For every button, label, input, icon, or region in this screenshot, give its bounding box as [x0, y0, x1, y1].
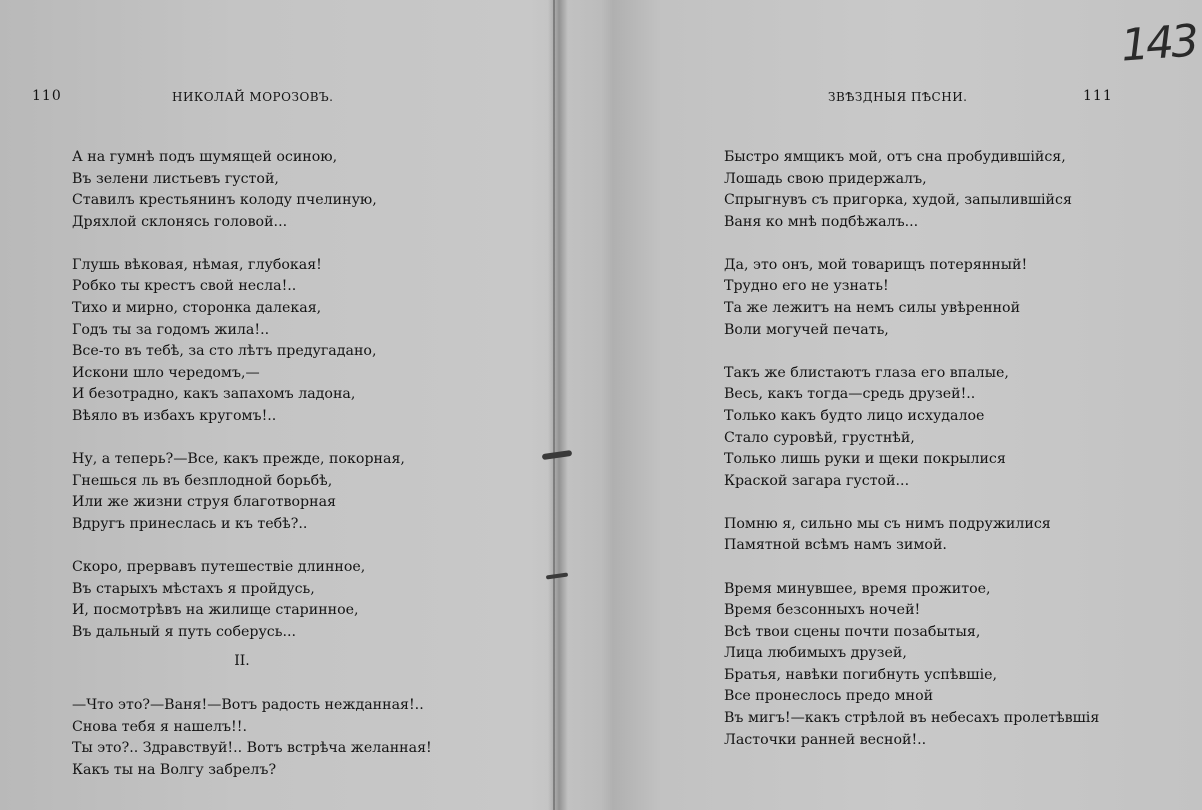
verse-line: Ну, а теперь?—Все, какъ прежде, покорная, [72, 451, 405, 468]
stanza [72, 557, 432, 643]
verse-line: Памятной всѣмъ намъ зимой. [724, 537, 947, 554]
running-head: ЗВѢЗДНЫЯ ПѢСНИ. [828, 90, 968, 104]
verse-line: Время минувшее, время прожитое, [724, 580, 991, 597]
verse-line: Ты это?.. Здравствуй!.. Вотъ встрѣча желанная! [72, 740, 432, 757]
verse-line: Снова тебя я нашелъ!!. [72, 718, 247, 735]
verse-line: Воли могучей печать, [724, 321, 889, 338]
verse-line: Да, это онъ, мой товарищъ потерянный! [724, 256, 1028, 273]
verse-line: Ласточки ранней весной!.. [724, 731, 927, 748]
verse-line: Быстро ямщикъ мой, отъ сна пробудившійся, [724, 149, 1066, 165]
verse-line: Въ мигъ!—какъ стрѣлой въ небесахъ пролетѣвшія [724, 710, 1100, 727]
book-gutter [548, 0, 568, 810]
verse-line: Годъ ты за годомъ жила!.. [72, 321, 270, 338]
binding-stitch [553, 0, 555, 810]
verse-line: Вѣяло въ избахъ кругомъ!.. [72, 408, 277, 425]
stanza-group [72, 695, 432, 781]
verse-line: Лошадь свою придержалъ, [724, 170, 927, 187]
verse-line: Ваня ко мнѣ подбѣжалъ... [724, 213, 919, 230]
running-head: НИКОЛАЙ МОРОЗОВЪ. [172, 90, 334, 104]
verse-line: Всѣ твои сцены почти позабытыя, [724, 623, 981, 640]
verse-line: Время безсонныхъ ночей! [724, 602, 921, 619]
stanza [724, 363, 1099, 493]
verse-line: Та же лежитъ на немъ силы увѣренной [724, 300, 1021, 317]
stanza-group [72, 147, 432, 643]
verse-line: Въ старыхъ мѣстахъ я пройдусь, [72, 580, 315, 597]
manuscript-number: 143 [1119, 15, 1198, 72]
verse-line: —Что это?—Ваня!—Вотъ радость нежданная!.. [72, 696, 424, 713]
verse-line: Лица любимыхъ друзей, [724, 645, 907, 662]
section-number: II. [234, 653, 250, 670]
verse-line: Робко ты крестъ свой несла!.. [72, 278, 297, 295]
stanza [724, 514, 1099, 557]
verse-line: Ставилъ крестьянинъ колоду пчелиную, [72, 192, 377, 209]
verse-line: Краской загара густой... [724, 472, 910, 489]
verse-line: Помню я, сильно мы съ нимъ подружилися [724, 515, 1051, 532]
verse-line: Въ дальный я путь соберусь... [72, 623, 297, 640]
verse-line: Весь, какъ тогда—средь друзей!.. [724, 386, 976, 403]
verse-line: И безотрадно, какъ запахомъ ладона, [72, 386, 356, 403]
verse-line: Гнешься ль въ безплодной борьбѣ, [72, 472, 333, 489]
verse-line: Трудно его не узнать! [724, 278, 889, 295]
page-number: 110 [32, 88, 62, 104]
verse-line: Дряхлой склонясь головой... [72, 213, 288, 230]
verse-line: Спрыгнувъ съ пригорка, худой, запылившійся [724, 192, 1072, 209]
verse-line: Глушь вѣковая, нѣмая, глубокая! [72, 256, 322, 273]
verse-line: Въ зелени листьевъ густой, [72, 170, 279, 187]
verse-line: Или же жизни струя благотворная [72, 494, 336, 511]
right-page [568, 0, 1202, 810]
stanza [72, 147, 432, 233]
verse-line: Только какъ будто лицо исхудалое [724, 407, 985, 424]
left-page [0, 0, 548, 810]
stanza [724, 255, 1099, 341]
stanza-group [724, 147, 1099, 751]
stanza [72, 255, 432, 428]
stanza [724, 147, 1099, 233]
verse-line: Такъ же блистаютъ глаза его впалые, [724, 364, 1009, 381]
verse-line: Какъ ты на Волгу забрелъ? [72, 761, 277, 778]
verse-line: А на гумнѣ подъ шумящей осиною, [72, 149, 338, 165]
stanza [72, 695, 432, 781]
verse-line: Только лишь руки и щеки покрылися [724, 451, 1006, 468]
verse-line: Тихо и мирно, сторонка далекая, [72, 300, 322, 317]
stanza [724, 579, 1099, 752]
page-number: 111 [1083, 88, 1113, 104]
verse-line: Стало суровѣй, грустнѣй, [724, 429, 915, 446]
poem-text [72, 147, 432, 781]
verse-line: И, посмотрѣвъ на жилище старинное, [72, 602, 359, 619]
verse-line: Скоро, прервавъ путешествіе длинное, [72, 559, 366, 575]
verse-line: Вдругъ принеслась и къ тебѣ?.. [72, 515, 308, 532]
verse-line: Братья, навѣки погибнуть успѣвшіе, [724, 666, 998, 683]
stanza [72, 449, 432, 535]
verse-line: Все-то въ тебѣ, за сто лѣтъ предугадано, [72, 343, 377, 360]
verse-line: Искони шло чередомъ,— [72, 364, 260, 381]
verse-line: Все пронеслось предо мной [724, 688, 934, 705]
poem-text [724, 147, 1099, 751]
